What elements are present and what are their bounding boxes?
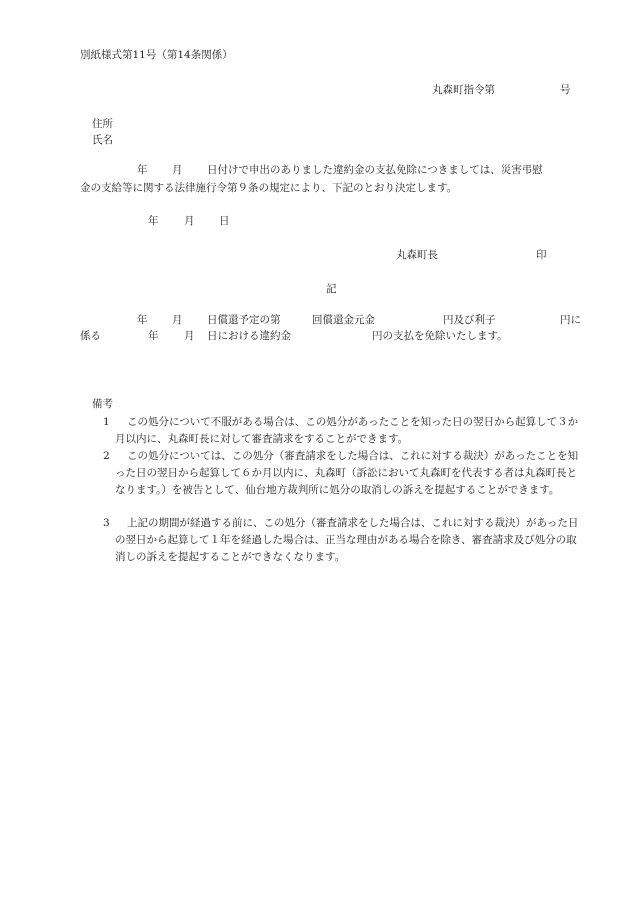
body-year: 年 [137,314,148,326]
note-number: 2 [103,450,110,462]
date-year: 年 [148,215,159,227]
body-line2-month: 月 [184,330,195,342]
note-item-1 [103,414,583,450]
form-label: 別紙様式第11号（第14条関係） [80,49,233,61]
body-line2-part: 日における違約金 [207,330,291,342]
body-part3: 円及び利子 [443,314,496,326]
note-item-2 [103,448,583,520]
address-label: 住所 [92,118,113,130]
mayor-title: 丸森町長 [396,249,438,261]
directive-number-suffix: 号 [560,84,571,96]
note-text: この処分について不服がある場合は、この処分があったことを知った日の翌日から起算して３か月以内に、丸森町長に対して審査請求をすることができます。 [115,416,579,445]
intro-year: 年 [137,164,148,176]
note-item-3 [103,515,583,569]
body-part1: 日償還予定の第 [207,314,281,326]
note-number: 3 [103,517,110,529]
intro-text-line1: 日付けで申出のありました違約金の支払免除につきましては、災害弔慰 [207,164,543,176]
body-part2: 回償還金元金 [312,314,375,326]
note-text: 上記の期間が経過する前に、この処分（審査請求をした場合は、これに対する裁決）があった日の翌日から起算して１年を経過した場合は、正当な理由がある場合を除き、審査請求及び処分の取消しの訴えを提起することができなくなります。 [115,517,579,563]
body-month: 月 [172,314,183,326]
body-line2-end: 円の支払を免除いたします。 [372,330,508,342]
ki-heading: 記 [326,283,337,295]
directive-number-prefix: 丸森町指令第 [432,84,495,96]
body-line2-start: 係る [80,330,101,342]
date-month: 月 [184,215,195,227]
seal-mark: 印 [536,249,547,261]
note-number: 1 [103,416,110,428]
note-text: この処分については、この処分（審査請求をした場合は、これに対する裁決）があったことを知った日の翌日から起算して６か月以内に、丸森町（訴訟において丸森町を代表する者は丸森町長となります。）を被告として、仙台地方裁判所に処分の取消しの訴えを提起することができます。 [115,450,579,496]
date-day: 日 [219,215,230,227]
body-part4: 円に [560,314,581,326]
notes-title: 備考 [92,398,113,410]
intro-text-line2: 金の支給等に関する法律施行令第９条の規定により、下記のとおり決定します。 [80,182,458,194]
intro-month: 月 [172,164,183,176]
body-line2-year: 年 [148,330,159,342]
name-label: 氏名 [92,134,113,146]
